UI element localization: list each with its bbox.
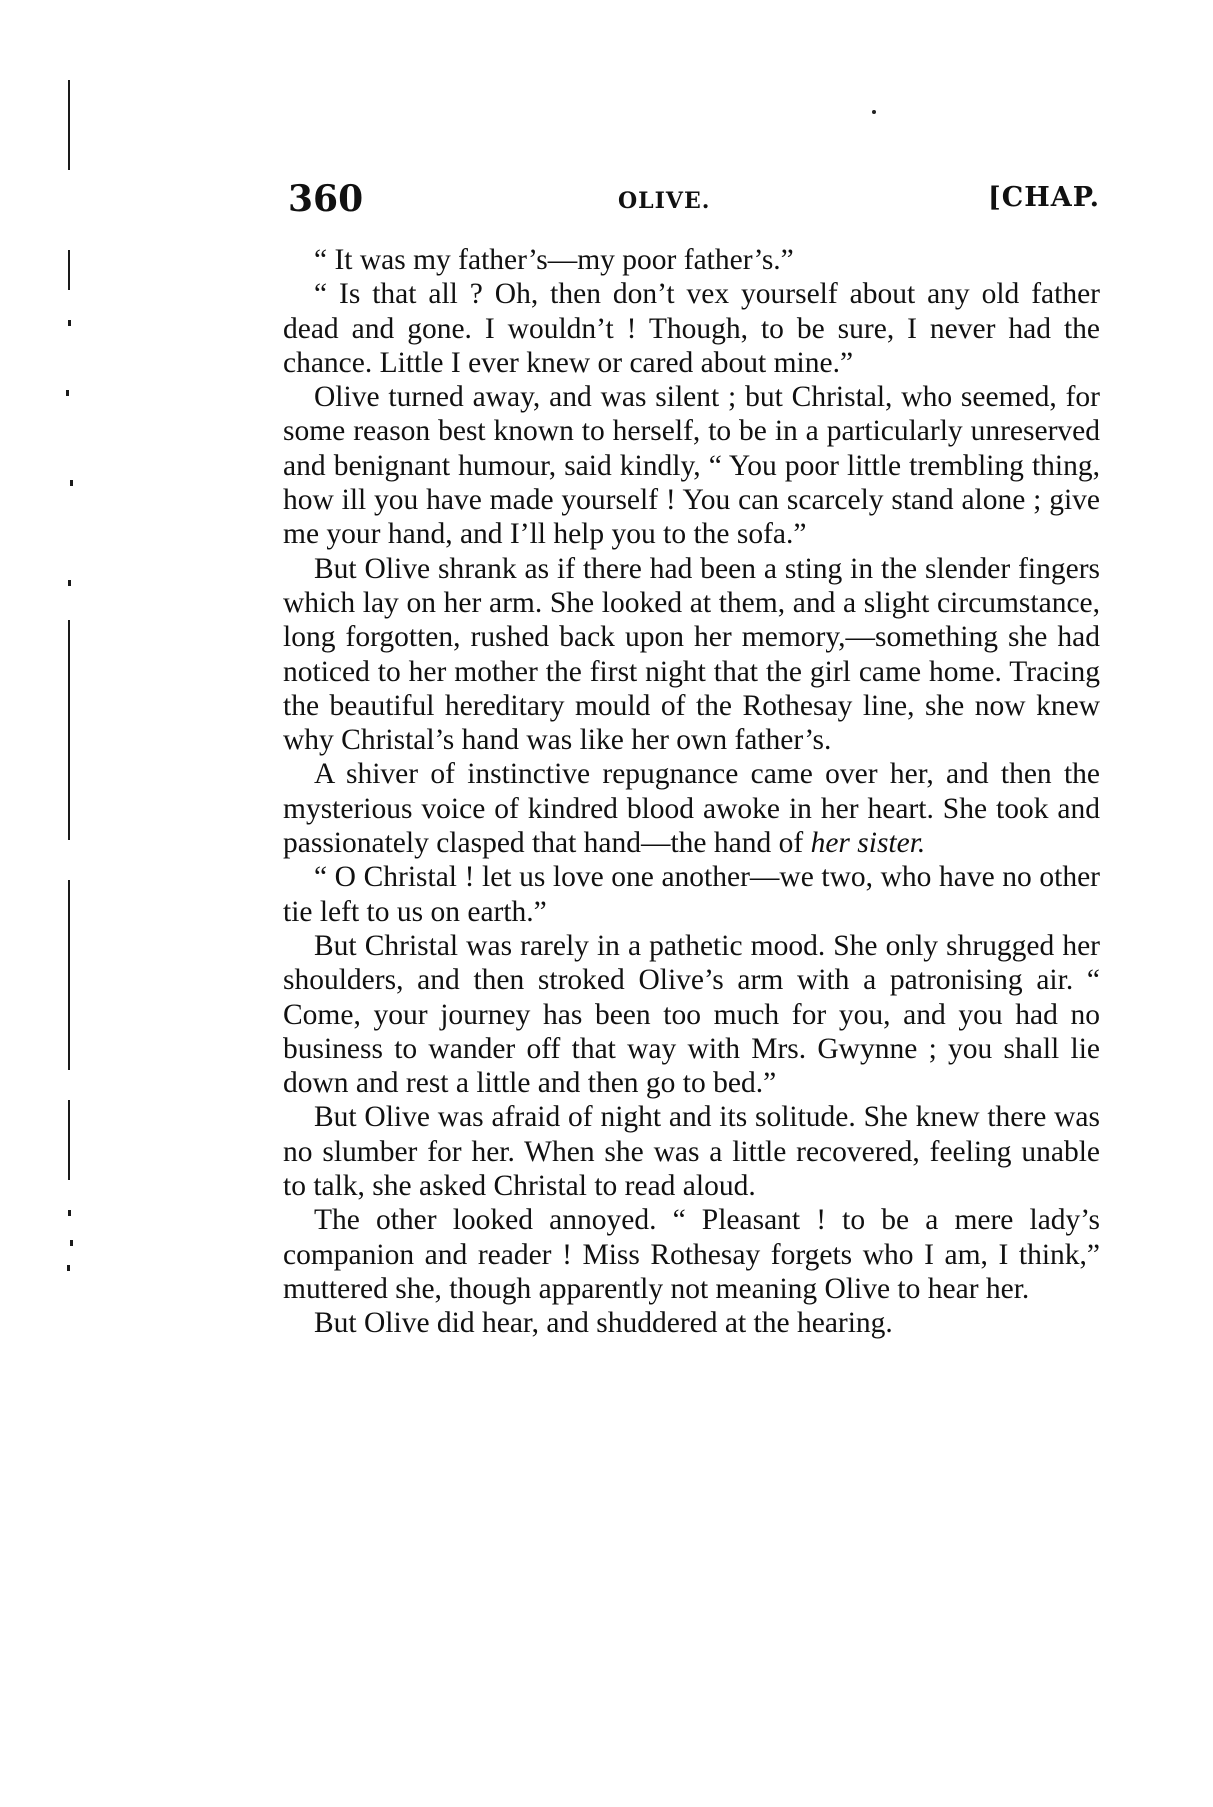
paragraph: But Christal was rarely in a pathetic mood. She only shrugged her shoulders, and then stroked Olive’s arm with a patronising air. “ Come, your journey has been too much for you, and you had no business to wander off that way with Mrs. Gwynne ; you shall lie down and rest a little and then go to bed.” <box>283 929 1100 1100</box>
chapter-mark: [CHAP. <box>988 182 1100 213</box>
emphasized-text: her sister. <box>810 827 926 860</box>
paragraph: “ O Christal ! let us love one another—we two, who have no other tie left to us on earth.” <box>283 861 1100 928</box>
paragraph: “ Is that all ? Oh, then don’t vex yourself about any old father dead and gone. I wouldn’t ! Though, to be sure, I never had the chance. Little I ever knew or cared about mine.” <box>283 278 1100 379</box>
paragraph: Olive turned away, and was silent ; but Christal, who seemed, for some reason best known to herself, to be in a particularly unreserved and benignant humour, said kindly, “ You poor little trembling thing, how ill you have made yourself ! You can scarcely stand alone ; give me your hand, and I’ll help you to the sofa.” <box>283 381 1100 551</box>
paragraph: The other looked annoyed. “ Pleasant ! to be a mere lady’s companion and reader ! Miss Rothesay forgets who I am, I think,” muttered she, though apparently not meaning Olive to hear her. <box>283 1204 1100 1305</box>
paragraph <box>283 757 1100 860</box>
paragraph: But Olive was afraid of night and its solitude. She knew there was no slumber for her. When she was a little recovered, feeling unable to talk, she asked Christal to read aloud. <box>283 1101 1100 1203</box>
body-text <box>283 243 1100 1341</box>
page-header <box>288 178 1100 228</box>
paragraph: But Olive did hear, and shuddered at the hearing. <box>314 1307 893 1340</box>
binding-edge-marks <box>60 60 80 1280</box>
running-title: OLIVE. <box>618 188 711 214</box>
print-speck <box>872 110 876 114</box>
paragraph-text: A shiver of instinctive repugnance came over her, and then the mysterious voice of kindred blood awoke in her heart. She took and passionately clasped that hand—the hand of <box>283 758 1100 860</box>
paragraph: But Olive shrank as if there had been a sting in the slender fingers which lay on her arm. She looked at them, and a slight circumstance, long forgotten, rushed back upon her memory,—something she had noticed to her mother the first night that the girl came home. Tracing the beautiful hereditary mould of the Rothesay line, she now knew why Christal’s hand was like her own father’s. <box>283 552 1100 757</box>
page-number: 360 <box>288 178 364 220</box>
paragraph: “ It was my father’s—my poor father’s.” <box>314 244 794 276</box>
